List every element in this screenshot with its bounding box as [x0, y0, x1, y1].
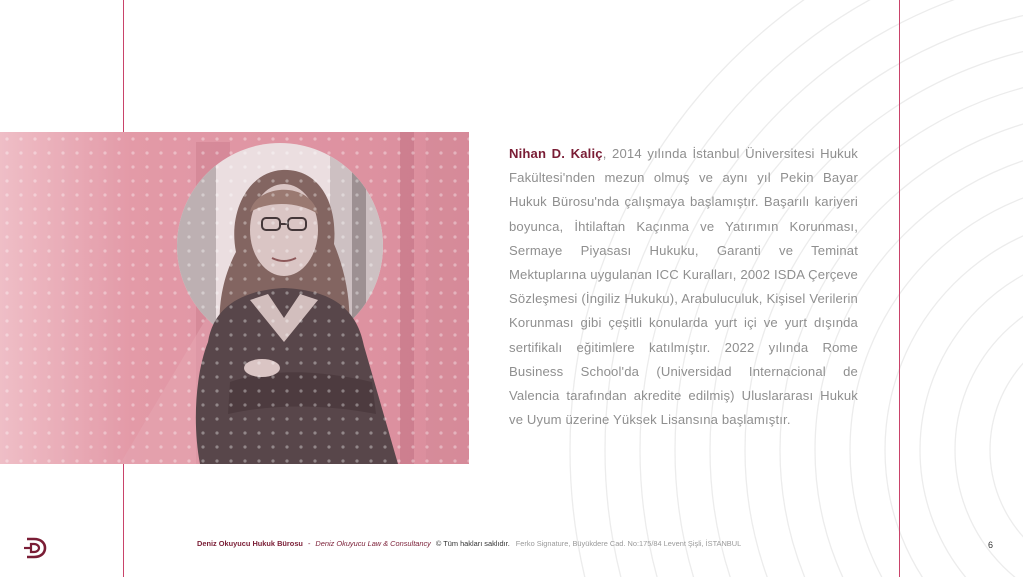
right-guide-line [899, 0, 900, 577]
footer [197, 539, 741, 548]
footer-consultancy: Deniz Okuyucu Law & Consultancy [315, 539, 431, 548]
footer-copyright-symbol: © [435, 539, 442, 548]
footer-firm-name: Deniz Okuyucu Hukuk Bürosu [197, 539, 303, 548]
biography-paragraph [509, 142, 858, 432]
deniz-okuyucu-logo-icon [22, 536, 48, 560]
footer-separator: - [307, 539, 311, 548]
attorney-name: Nihan D. Kaliç [509, 146, 603, 161]
profile-photo [0, 132, 469, 464]
footer-address: Ferko Signature, Büyükdere Cad. No:175/84 Levent Şişli, İSTANBUL [515, 539, 742, 548]
biography-text: , 2014 yılında İstanbul Üniversitesi Hukuk Fakültesi'nden mezun olmuş ve aynı yıl Pekin Bayar Hukuk Bürosu'nda çalışmaya başlamıştır. Başarılı kariyeri boyunca, İhtilaftan Kaçınma ve Yatırımın Korunması, Sermaye Piyasası Hukuku, Garanti ve Teminat Mektuplarına uygulanan ICC Kuralları, 2002 ISDA Çerçeve Sözleşmesi (İngiliz Hukuku), Arabuluculuk, Kişisel Verilerin Korunması gibi çeşitli konularda yurt içi ve yurt dışında sertifikalı eğitimlere katılmıştır. 2022 yılında Rome Business School'da (Universidad Internacional de Valencia tarafından akredite edilmiş) Uluslararası Hukuk ve Uyum üzerine Yüksek Lisansına başlamıştır. [509, 146, 859, 428]
footer-rights: Tüm hakları saklıdır. [443, 539, 510, 548]
page-number: 6 [988, 540, 994, 550]
